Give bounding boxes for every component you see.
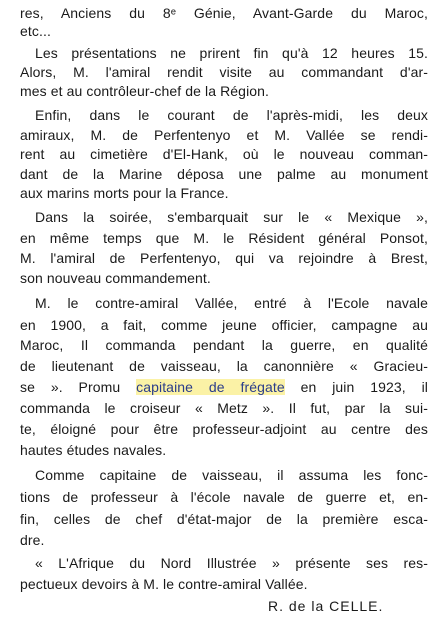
text-line: hautes études navales. [20,442,167,458]
text-line: etc... [20,23,51,39]
text-line: son nouveau commandement. [20,270,211,286]
text-fragment: en juin 1923, il [300,379,429,395]
text-line: Alors, M. l'amiral rendit visite au commandant d'ar- [20,64,428,80]
text-line: tions de professeur à l'école navale de guerre et, en- [20,489,428,505]
text-line: aux marins morts pour la France. [20,185,229,201]
text-line: te, éloigné pour être professeur-adjoint au centre des [20,421,428,437]
text-line: pectueux devoirs à M. le contre-amiral Vallée. [20,576,308,592]
text-line: commanda le croiseur « Metz ». Il fut, par la sui- [20,400,428,416]
text-line: Enfin, dans le courant de l'après-midi, les deux [35,107,428,123]
highlighted-phrase: capitaine de frégate [136,379,285,395]
text-fragment: se ». Promu [20,379,121,395]
text-line: de lieutenant de vaisseau, la canonnière « Gracieu- [20,358,428,374]
text-line: Dans la soirée, s'embarquait sur le « Mexique », [35,209,428,225]
text-line: dant de la Marine déposa une palme au monument [20,166,428,182]
text-line: mes et au contrôleur-chef de la Région. [20,83,270,99]
author-signature: R. de la CELLE. [268,598,384,614]
text-line: Maroc, Il commanda pendant la guerre, en qualité [20,337,428,353]
text-line: dre. [20,532,45,548]
text-line: Comme capitaine de vaisseau, il assuma les fonc- [35,467,428,483]
text-line: amiraux, M. de Perfentenyo et M. Vallée se rendi- [20,127,428,143]
text-line: fin, celles de chef d'état-major de la première esca- [20,511,428,527]
text-line: Les présentations ne prirent fin qu'à 12 heures 15. [35,45,428,61]
text-line: res, Anciens du 8ᵉ Génie, Avant-Garde du Maroc, [20,5,428,21]
text-line: en 1900, a fait, comme jeune officier, campagne au [20,317,428,333]
text-line-highlighted [20,378,428,396]
text-line: M. le contre-amiral Vallée, entré à l'Ecole navale [35,295,428,311]
text-line: en même temps que M. le Résident général Ponsot, [20,230,428,246]
text-line: rent au cimetière d'El-Hank, où le nouveau comman- [20,146,428,162]
text-line: M. l'amiral de Perfentenyo, qui va rejoindre à Brest, [20,250,428,266]
text-line: « L'Afrique du Nord Illustrée » présente ses res- [35,555,428,571]
